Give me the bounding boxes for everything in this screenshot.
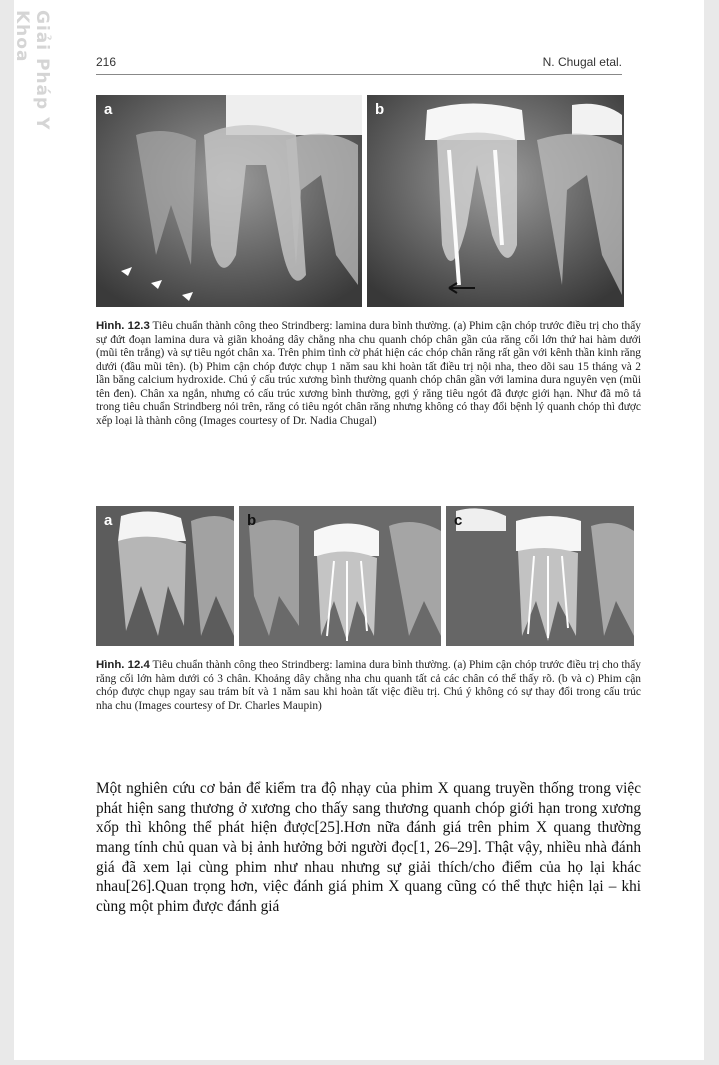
panel-label-a: a (104, 512, 113, 529)
figure-12-3-label: Hình. 12.3 (96, 320, 150, 332)
radiograph-12-4c (446, 506, 634, 646)
figure-12-3-caption (96, 320, 641, 428)
body-paragraph: Một nghiên cứu cơ bản để kiểm tra độ nhạy của phim X quang truyền thống trong việc phát hiện sang thương ở xương cho thấy sang thương quanh chóp giới hạn trong xương xốp thì không thể phát hiện được[25].Hơn nữa đánh giá trên phim X quang thường mang tính chủ quan và bị ảnh hưởng bởi người đọc[1, 26–29]. Thật vậy, nhiều nhà đánh giá đã xem lại cùng phim như nhau nhưng sự giải thích/cho điểm của họ lại khác nhau[26].Quan trọng hơn, việc đánh giá phim X quang cũng có thể thực hiện lại – khi cùng một phim được đánh giá (96, 780, 641, 915)
radiograph-12-3a (96, 95, 362, 307)
panel-label-b: b (247, 512, 257, 529)
header-rule (96, 74, 622, 75)
panel-label-b: b (375, 101, 385, 118)
page-number: 216 (96, 55, 117, 69)
figure-12-4-caption-text: Tiêu chuẩn thành công theo Strindberg: lamina dura bình thường. (a) Phim cận chóp trước điều trị cho thấy răng cối lớn hàm dưới có 3 chân. Khoảng dây chằng nha chu quanh tất cả các chân có thể thấy rõ. (b và c) Phim cận chóp được chụp ngay sau trám bít và 1 năm sau khi hoàn tất việc điều trị. Chú ý không có sự thay đổi trong cấu trúc nha chu (Images courtesy of Dr. Charles Maupin) (96, 659, 641, 712)
figure-12-4-label: Hình. 12.4 (96, 659, 150, 671)
radiograph-12-3b-image (367, 95, 624, 307)
radiograph-12-3b (367, 95, 624, 307)
figure-12-4-caption (96, 659, 641, 713)
figure-12-4 (96, 506, 634, 646)
panel-label-c: c (454, 512, 463, 529)
figure-12-3 (96, 95, 624, 307)
radiograph-12-4b-image (239, 506, 441, 646)
radiograph-12-4b (239, 506, 441, 646)
radiograph-12-4a (96, 506, 234, 646)
side-watermark: Giải Pháp Y Khoa (12, 10, 52, 131)
radiograph-12-3a-image (96, 95, 362, 307)
panel-label-a: a (104, 101, 113, 118)
radiograph-12-4a-image (96, 506, 234, 646)
radiograph-12-4c-image (446, 506, 634, 646)
figure-12-3-caption-text: Tiêu chuẩn thành công theo Strindberg: lamina dura bình thường. (a) Phim cận chóp trước điều trị cho thấy sự đứt đoạn lamina dura và giãn khoảng dây chằng nha chu quanh chóp chân gần của răng cối lớn thứ hai hàm dưới (mũi tên trắng) và sự tiêu ngót chân xa. Trên phim tình cờ phát hiện các chóp chân răng rất gần với kênh thần kinh răng dưới (đầu mũi tên). (b) Phim cận chóp được chụp 1 năm sau khi hoàn tất điều trị nội nha, theo dõi sau 15 tháng và 2 lần băng calcium hydroxide. Chú ý cấu trúc xương bình thường quanh chóp chân gần với lamina dura nguyên vẹn (mũi tên đen). Chân xa ngắn, nhưng có cấu trúc xương bình thường, gợi ý răng tiêu ngót đã được giới hạn. Như đã mô tả trong tiêu chuẩn Strindberg nói trên, răng có tiêu ngót chân răng nhưng không có thay đổi bệnh lý quanh chóp thì được xếp loại là thành công (Images courtesy of Dr. Nadia Chugal) (96, 320, 641, 427)
running-head: N. Chugal etal. (542, 55, 622, 69)
page (14, 0, 704, 1060)
